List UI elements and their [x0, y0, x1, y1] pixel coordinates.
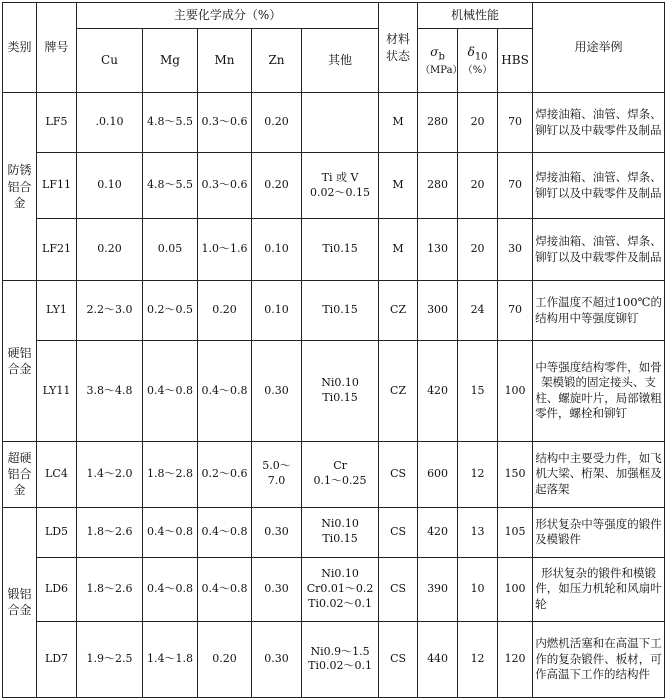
zn-cell: 0.20 [252, 93, 302, 153]
grade-cell: LD7 [37, 621, 77, 697]
mg-cell: 0.05 [143, 219, 198, 281]
header-mn: Mn [198, 29, 252, 93]
zn-cell: 0.10 [252, 219, 302, 281]
header-category: 类别 [3, 3, 37, 93]
cu-cell: 3.8～4.8 [77, 341, 143, 441]
header-mechanical: 机械性能 [418, 3, 533, 29]
zn-cell: 0.30 [252, 621, 302, 697]
usage-cell: 形状复杂的锻件和模锻件，如压力机轮和风扇叶轮 [533, 557, 665, 621]
table-row [3, 557, 665, 621]
delta-cell: 20 [458, 93, 498, 153]
mn-cell: 0.20 [198, 281, 252, 341]
header-mg: Mg [143, 29, 198, 93]
grade-cell: LC4 [37, 441, 77, 507]
category-cell: 锻铝合金 [3, 507, 37, 697]
sigma-cell: 420 [418, 341, 458, 441]
cu-cell: 1.8～2.6 [77, 557, 143, 621]
zn-cell: 0.30 [252, 341, 302, 441]
sigma-cell: 390 [418, 557, 458, 621]
cu-cell: 0.20 [77, 219, 143, 281]
usage-cell: 结构中主要受力件，如飞机大梁、桁架、加强框及起落架 [533, 441, 665, 507]
sigma-unit: （MPa） [420, 64, 463, 76]
table-row [3, 153, 665, 219]
sigma-cell: 600 [418, 441, 458, 507]
table-row [3, 441, 665, 507]
delta-cell: 12 [458, 441, 498, 507]
mn-cell: 0.4～0.8 [198, 507, 252, 557]
sigma-symbol: $\sigma_b$ [430, 44, 445, 63]
mn-cell: 0.3～0.6 [198, 153, 252, 219]
mg-cell: 0.4～0.8 [143, 507, 198, 557]
header-other: 其他 [302, 29, 379, 93]
state-cell: CZ [379, 341, 418, 441]
grade-cell: LY1 [37, 281, 77, 341]
cu-cell: .0.10 [77, 93, 143, 153]
mg-cell: 4.8～5.5 [143, 153, 198, 219]
other-cell [302, 93, 379, 153]
state-cell: M [379, 219, 418, 281]
cu-cell: 0.10 [77, 153, 143, 219]
hbs-cell: 120 [498, 621, 533, 697]
aluminum-alloy-table [2, 2, 665, 698]
delta-symbol: $\delta_{10}$ [467, 44, 488, 63]
grade-cell: LF21 [37, 219, 77, 281]
table-row [3, 219, 665, 281]
other-cell: Ti 或 V 0.02～0.15 [302, 153, 379, 219]
zn-cell: 5.0～7.0 [252, 441, 302, 507]
table-row [3, 93, 665, 153]
zn-cell: 0.30 [252, 507, 302, 557]
hbs-cell: 30 [498, 219, 533, 281]
category-cell: 防锈铝合金 [3, 93, 37, 281]
usage-cell: 工作温度不超过100℃的结构用中等强度铆钉 [533, 281, 665, 341]
other-cell: Ti0.15 [302, 219, 379, 281]
mn-cell: 0.20 [198, 621, 252, 697]
grade-cell: LD6 [37, 557, 77, 621]
header-hbs: HBS [498, 29, 533, 93]
header-sigma [418, 29, 463, 93]
table-body [3, 93, 665, 698]
grade-cell: LF11 [37, 153, 77, 219]
hbs-cell: 70 [498, 281, 533, 341]
delta-cell: 20 [458, 153, 498, 219]
mg-cell: 0.4～0.8 [143, 341, 198, 441]
usage-cell: 焊接油箱、油管、焊条、铆钉以及中载零件及制品 [533, 153, 665, 219]
cu-cell: 1.4～2.0 [77, 441, 143, 507]
zn-cell: 0.10 [252, 281, 302, 341]
mg-cell: 4.8～5.5 [143, 93, 198, 153]
other-cell: Cr 0.1～0.25 [302, 441, 379, 507]
grade-cell: LY11 [37, 341, 77, 441]
mg-cell: 0.4～0.8 [143, 557, 198, 621]
other-cell: Ti0.15 [302, 281, 379, 341]
cu-cell: 1.9～2.5 [77, 621, 143, 697]
state-cell: CS [379, 621, 418, 697]
mg-cell: 0.2～0.5 [143, 281, 198, 341]
sigma-cell: 130 [418, 219, 458, 281]
header-grade: 牌号 [37, 3, 77, 93]
state-cell: CZ [379, 281, 418, 341]
usage-cell: 内燃机活塞和在高温下工作的复杂锻件、板材，可作高温下工作的结构件 [533, 621, 665, 697]
delta-cell: 24 [458, 281, 498, 341]
mn-cell: 0.4～0.8 [198, 341, 252, 441]
mn-cell: 0.4～0.8 [198, 557, 252, 621]
hbs-cell: 70 [498, 93, 533, 153]
header-cu: Cu [77, 29, 143, 93]
delta-cell: 12 [458, 621, 498, 697]
grade-cell: LD5 [37, 507, 77, 557]
sigma-cell: 280 [418, 93, 458, 153]
state-cell: CS [379, 507, 418, 557]
header-state: 材料状态 [379, 3, 418, 93]
other-cell: Ni0.10 Cr0.01～0.2 Ti0.02～0.1 [302, 557, 379, 621]
header-delta [458, 29, 498, 93]
cu-cell: 2.2～3.0 [77, 281, 143, 341]
grade-cell: LF5 [37, 93, 77, 153]
header-zn: Zn [252, 29, 302, 93]
mg-cell: 1.8～2.8 [143, 441, 198, 507]
state-cell: M [379, 93, 418, 153]
hbs-cell: 100 [498, 341, 533, 441]
hbs-cell: 70 [498, 153, 533, 219]
usage-cell: 形状复杂中等强度的锻件及模锻件 [533, 507, 665, 557]
other-cell: Ni0.9～1.5 Ti0.02～0.1 [302, 621, 379, 697]
mn-cell: 0.2～0.6 [198, 441, 252, 507]
zn-cell: 0.30 [252, 557, 302, 621]
table-row [3, 507, 665, 557]
sigma-cell: 280 [418, 153, 458, 219]
sigma-cell: 420 [418, 507, 458, 557]
zn-cell: 0.20 [252, 153, 302, 219]
state-cell: CS [379, 557, 418, 621]
category-cell: 硬铝合金 [3, 281, 37, 441]
hbs-cell: 105 [498, 507, 533, 557]
usage-cell: 中等强度结构零件，如骨架模锻的固定接头、支柱、螺旋叶片，局部镦粗零件，螺栓和铆钉 [533, 341, 665, 441]
cu-cell: 1.8～2.6 [77, 507, 143, 557]
delta-unit: （%） [462, 64, 493, 76]
other-cell: Ni0.10 Ti0.15 [302, 507, 379, 557]
hbs-cell: 150 [498, 441, 533, 507]
other-cell: Ni0.10 Ti0.15 [302, 341, 379, 441]
delta-cell: 20 [458, 219, 498, 281]
table-row [3, 621, 665, 697]
mn-cell: 0.3～0.6 [198, 93, 252, 153]
state-cell: CS [379, 441, 418, 507]
header-usage: 用途举例 [533, 3, 665, 93]
delta-cell: 10 [458, 557, 498, 621]
usage-cell: 焊接油箱、油管、焊条、铆钉以及中载零件及制品 [533, 219, 665, 281]
delta-cell: 13 [458, 507, 498, 557]
sigma-cell: 300 [418, 281, 458, 341]
table-row [3, 281, 665, 341]
usage-cell: 焊接油箱、油管、焊条、铆钉以及中载零件及制品 [533, 93, 665, 153]
header-composition: 主要化学成分（%） [77, 3, 379, 29]
sigma-cell: 440 [418, 621, 458, 697]
category-cell: 超硬铝合金 [3, 441, 37, 507]
hbs-cell: 100 [498, 557, 533, 621]
delta-cell: 15 [458, 341, 498, 441]
table-row [3, 341, 665, 441]
mn-cell: 1.0～1.6 [198, 219, 252, 281]
state-cell: M [379, 153, 418, 219]
mg-cell: 1.4～1.8 [143, 621, 198, 697]
